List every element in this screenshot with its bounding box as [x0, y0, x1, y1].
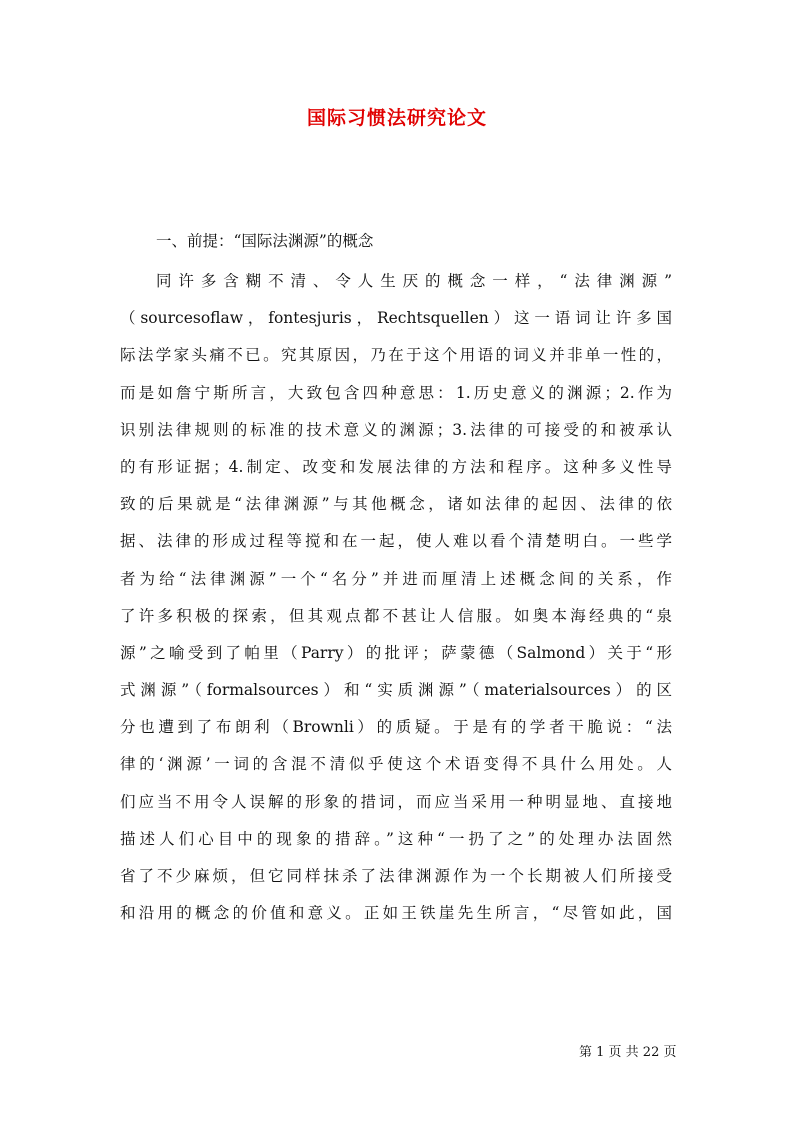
paragraph-line: 的有形证据；4.制定、改变和发展法律的方法和程序。这种多义性导 [120, 457, 672, 476]
section-heading: 一、前提：“国际法渊源”的概念 [156, 232, 374, 250]
paragraph-line: 省了不少麻烦，但它同样抹杀了法律渊源作为一个长期被人们所接受 [120, 867, 672, 885]
paragraph-line: 描述人们心目中的现象的措辞。”这种“一扔了之”的处理办法固然 [120, 829, 672, 848]
paragraph-line: 们应当不用令人误解的形象的措词，而应当采用一种明显地、直接地 [120, 792, 672, 811]
paragraph-line: 而是如詹宁斯所言，大致包含四种意思：1.历史意义的渊源；2.作为 [120, 383, 672, 402]
paragraph-line: 识别法律规则的标准的技术意义的渊源；3.法律的可接受的和被承认 [120, 420, 672, 439]
page-number-footer: 第 1 页 共 22 页 [579, 1045, 677, 1060]
paragraph-line: 者为给“法律渊源”一个“名分”并进而厘清上述概念间的关系，作 [120, 569, 672, 588]
paragraph-line: 据、法律的形成过程等搅和在一起，使人难以看个清楚明白。一些学 [120, 532, 672, 551]
paragraph-line: 分也遭到了布朗利（Brownli）的质疑。于是有的学者干脆说：“法 [120, 718, 672, 737]
paragraph-line: 式渊源”（formalsources）和“实质渊源”（materialsources）的区 [120, 681, 672, 700]
paragraph-line: 和沿用的概念的价值和意义。正如王铁崖先生所言，“尽管如此，国 [120, 904, 672, 923]
paragraph-line: 源”之喻受到了帕里（Parry）的批评；萨蒙德（Salmond）关于“形 [120, 643, 672, 662]
paragraph-line: 际法学家头痛不已。究其原因，乃在于这个用语的词义并非单一性的， [120, 346, 672, 365]
body-paragraph [120, 263, 672, 932]
paragraph-line: 律的‘渊源’一词的含混不清似乎使这个术语变得不具什么用处。人 [120, 755, 672, 774]
document-title: 国际习惯法研究论文 [306, 107, 487, 129]
paragraph-line: 同许多含糊不清、令人生厌的概念一样，“法律渊源” [156, 272, 672, 290]
paragraph-line: 致的后果就是“法律渊源”与其他概念，诸如法律的起因、法律的依 [120, 495, 672, 514]
paragraph-line: 了许多积极的探索，但其观点都不甚让人信服。如奥本海经典的“泉 [120, 606, 672, 625]
paragraph-line: （sourcesoflaw，fontesjuris，Rechtsquellen）这一语词让许多国 [120, 309, 672, 328]
